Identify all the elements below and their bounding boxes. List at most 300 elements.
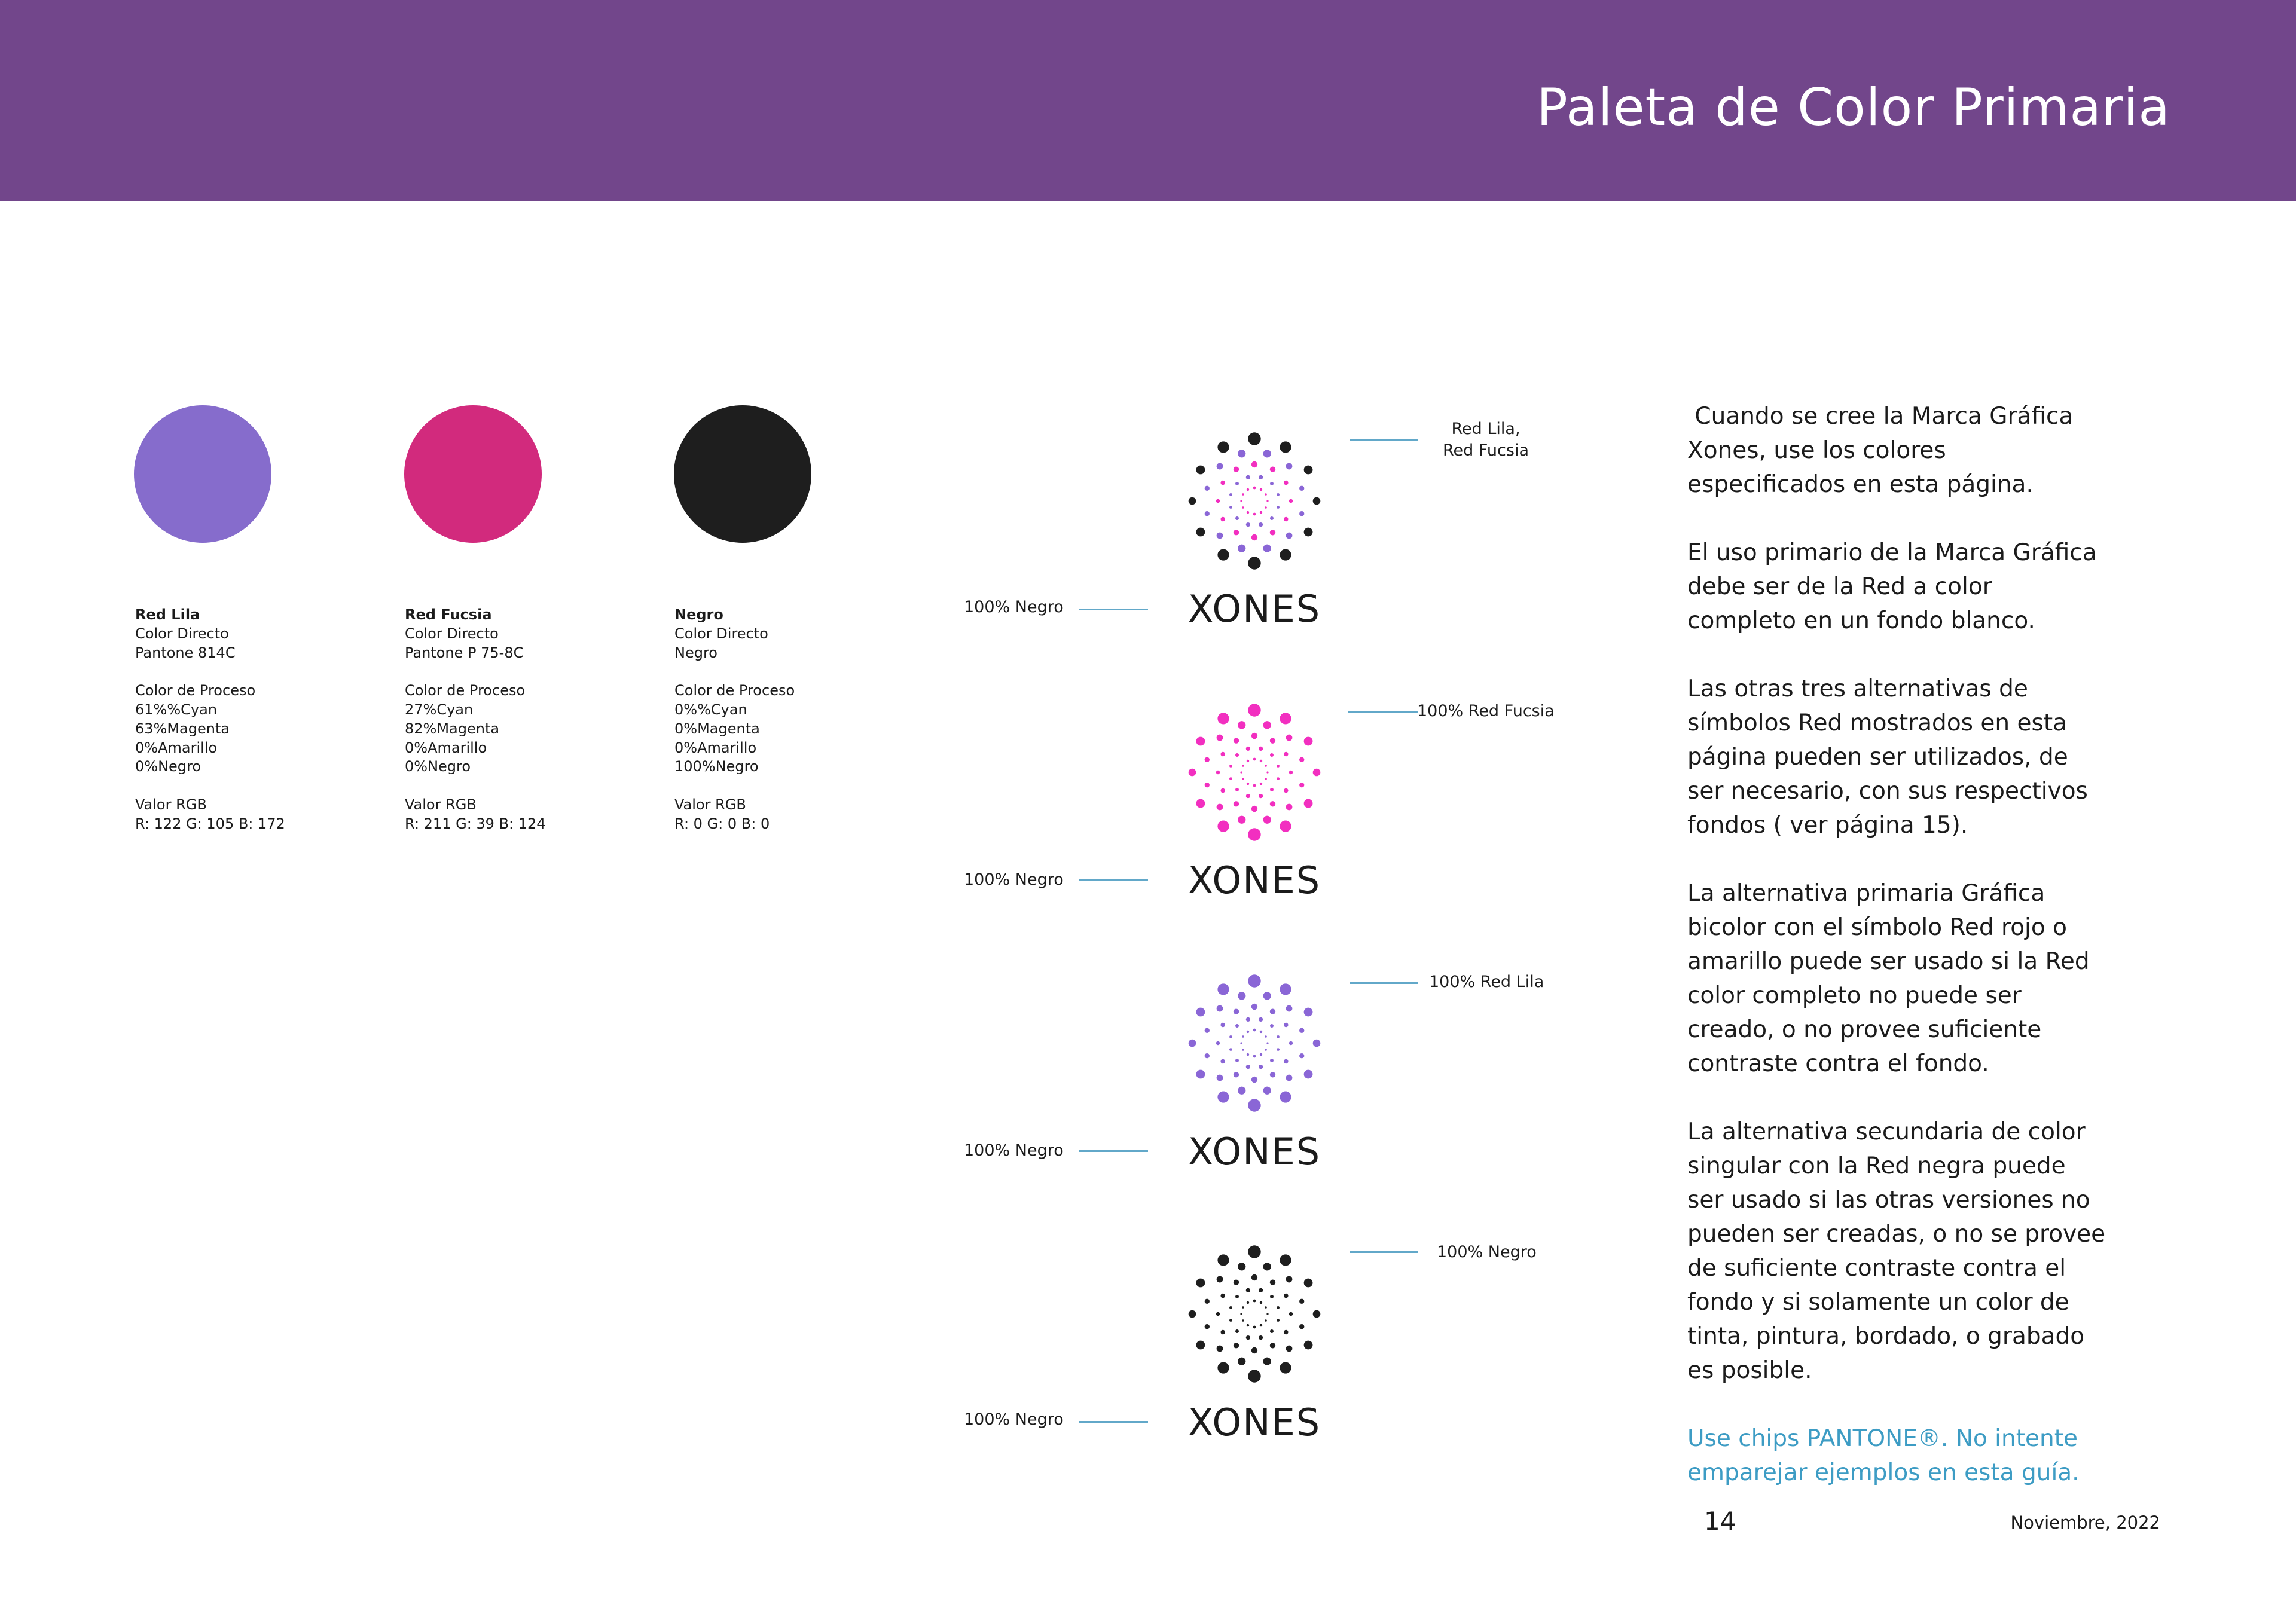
symbol-dot — [1263, 1087, 1271, 1095]
symbol-dot — [1253, 513, 1256, 516]
symbol-dot — [1304, 799, 1313, 808]
symbol-dot — [1265, 778, 1267, 780]
symbol-label-4: 100% Negro — [1437, 1243, 1537, 1261]
symbol-dot — [1286, 1346, 1293, 1352]
symbol-dot — [1259, 475, 1263, 479]
symbol-dot — [1270, 516, 1274, 520]
symbol-dot — [1246, 747, 1250, 751]
symbol-dot — [1242, 506, 1244, 509]
page-number: 14 — [1704, 1506, 1736, 1536]
symbol-dot — [1205, 486, 1210, 491]
symbol-dot — [1196, 466, 1205, 475]
pantone-note: Use chips PANTONE®. No intente emparejar ejemplos en esta guía. — [1687, 1425, 2080, 1486]
symbol-rule-3 — [1350, 982, 1418, 984]
symbol-dot — [1270, 1343, 1275, 1348]
word-rule-4 — [1079, 1421, 1148, 1423]
symbol-dot — [1277, 777, 1280, 780]
symbol-dot — [1304, 1070, 1313, 1079]
symbol-dot — [1270, 1072, 1275, 1077]
symbol-dot — [1277, 1319, 1280, 1322]
symbol-dot — [1196, 1008, 1205, 1017]
paragraph-3: Las otras tres alternativas de símbolos Red mostrados en esta página pueden ser utilizados, de ser necesario, con sus respectivos fondos ( ver página 15). — [1687, 676, 2088, 839]
spec-line: 0%Amarillo — [674, 739, 757, 756]
symbol-dot — [1313, 1040, 1321, 1047]
symbol-dot — [1253, 784, 1256, 787]
symbol-dot — [1270, 1279, 1275, 1285]
symbol-dot — [1266, 771, 1268, 773]
symbol-dot — [1251, 534, 1257, 540]
symbol-dot — [1253, 1300, 1256, 1303]
symbol-dot — [1259, 1288, 1263, 1292]
spec-line: Pantone P 75-8C — [405, 644, 524, 661]
symbol-dot — [1247, 760, 1249, 762]
symbol-dot — [1299, 757, 1304, 762]
symbol-dot — [1270, 1024, 1274, 1028]
swatch-name: Red Fucsia — [405, 606, 492, 623]
symbol-dot — [1238, 816, 1245, 824]
spec-gap — [674, 662, 890, 681]
symbol-dot — [1284, 788, 1288, 793]
spec-line: 0%Magenta — [674, 720, 760, 737]
symbol-dot — [1260, 1031, 1262, 1033]
spec-line: 61%%Cyan — [135, 701, 218, 718]
symbol-dot — [1270, 466, 1275, 472]
symbol-dot — [1289, 1041, 1293, 1045]
symbol-dot — [1313, 769, 1321, 777]
symbol-dot — [1280, 441, 1291, 453]
symbol-dot — [1286, 533, 1293, 539]
symbol-dot — [1238, 721, 1245, 729]
swatch-red-fucsia — [404, 405, 542, 543]
symbol-dot — [1260, 760, 1262, 762]
symbol-dot — [1253, 1029, 1256, 1032]
symbol-dot — [1235, 1024, 1239, 1028]
symbol-dot — [1196, 799, 1205, 808]
symbol-dot — [1280, 1091, 1291, 1102]
symbol-dot — [1270, 482, 1274, 485]
paragraph-1: Cuando se cree la Marca Gráfica Xones, use los colores especificados en esta página. — [1687, 403, 2081, 498]
xones-wordmark-2: XONES — [1187, 858, 1321, 902]
spec-line: Negro — [674, 644, 718, 661]
symbol-dot — [1189, 769, 1196, 777]
symbol-dot — [1247, 1324, 1249, 1326]
symbol-dot — [1248, 432, 1260, 445]
spec-line: R: 0 G: 0 B: 0 — [674, 815, 770, 832]
symbol-dot — [1247, 488, 1249, 491]
symbol-dot — [1235, 1329, 1239, 1333]
symbol-dot — [1240, 1313, 1242, 1315]
symbol-dot — [1248, 1099, 1260, 1111]
symbol-dot — [1196, 737, 1205, 746]
symbol-dot — [1229, 1048, 1232, 1051]
symbol-dot — [1220, 788, 1225, 793]
symbol-dot — [1246, 1288, 1250, 1292]
symbol-rule-4 — [1350, 1251, 1418, 1253]
symbol-dot — [1270, 530, 1275, 535]
symbol-dot — [1217, 1091, 1229, 1102]
symbol-dot — [1304, 1279, 1313, 1288]
symbol-dot — [1304, 737, 1313, 746]
spec-line: Color Directo — [405, 625, 499, 642]
symbol-dot — [1217, 1346, 1223, 1352]
symbol-dot — [1270, 801, 1275, 806]
symbol-dot — [1238, 992, 1245, 1000]
symbol-dot — [1248, 557, 1260, 569]
symbol-dot — [1216, 1312, 1220, 1316]
symbol-dot — [1284, 481, 1288, 485]
symbol-dot — [1251, 1077, 1257, 1083]
symbol-dot — [1251, 1004, 1257, 1010]
symbol-dot — [1242, 493, 1244, 496]
symbol-dot — [1299, 1299, 1304, 1304]
symbol-dot — [1220, 1059, 1225, 1063]
symbol-dot — [1217, 441, 1229, 453]
symbol-dot — [1216, 771, 1220, 774]
symbol-dot — [1251, 733, 1257, 739]
symbol-dot — [1235, 753, 1239, 757]
swatch-spec-red-lila — [135, 606, 350, 834]
symbol-dot — [1277, 493, 1280, 496]
paragraph-2: El uso primario de la Marca Gráfica debe ser de la Red a color completo en un fondo blanco. — [1687, 539, 2097, 634]
page-title: Paleta de Color Primaria — [1537, 78, 2170, 137]
symbol-dot — [1280, 983, 1291, 995]
symbol-label-1-line-1: Red Lila, — [1451, 420, 1521, 438]
symbol-dot — [1263, 992, 1271, 1000]
symbol-dot — [1270, 1295, 1274, 1298]
symbol-dot — [1238, 545, 1245, 552]
symbol-dot — [1248, 828, 1260, 840]
spec-line: Valor RGB — [674, 796, 746, 813]
spec-line: Valor RGB — [405, 796, 477, 813]
symbol-dot — [1304, 1008, 1313, 1017]
symbol-dot — [1247, 1301, 1249, 1304]
swatch-negro — [674, 405, 811, 543]
symbol-dot — [1251, 1347, 1257, 1353]
symbol-dot — [1217, 1254, 1229, 1266]
symbol-dot — [1240, 771, 1242, 773]
symbol-label-2: 100% Red Fucsia — [1417, 702, 1555, 720]
symbol-dot — [1313, 497, 1321, 505]
symbol-dot — [1265, 1319, 1267, 1322]
symbol-dot — [1289, 499, 1293, 503]
symbol-dot — [1260, 1301, 1262, 1304]
spec-line: R: 122 G: 105 B: 172 — [135, 815, 285, 832]
symbol-dot — [1196, 1279, 1205, 1288]
symbol-dot — [1280, 820, 1291, 832]
symbol-rule-2 — [1348, 711, 1418, 713]
symbol-dot — [1304, 528, 1313, 537]
symbol-dot — [1234, 466, 1239, 472]
symbol-dot — [1251, 806, 1257, 812]
symbol-dot — [1284, 1059, 1288, 1063]
symbol-dot — [1242, 765, 1244, 767]
symbol-dot — [1259, 1335, 1263, 1340]
word-rule-1 — [1079, 609, 1148, 610]
symbol-dot — [1205, 1299, 1210, 1304]
symbol-dot — [1229, 506, 1232, 509]
symbol-dot — [1235, 482, 1239, 485]
symbol-dot — [1217, 983, 1229, 995]
spec-line: 27%Cyan — [405, 701, 474, 718]
symbol-dot — [1234, 1008, 1239, 1014]
symbol-dot — [1277, 1306, 1280, 1309]
symbol-dot — [1299, 1028, 1304, 1033]
symbol-dot — [1229, 765, 1232, 768]
symbol-dot — [1280, 1254, 1291, 1266]
symbol-dot — [1270, 753, 1274, 757]
symbol-dot — [1265, 493, 1267, 496]
symbol-dot — [1196, 1070, 1205, 1079]
symbol-dot — [1205, 1028, 1210, 1033]
symbol-dot — [1238, 1087, 1245, 1095]
symbol-dot — [1299, 486, 1304, 491]
red-symbol-negro — [1183, 1242, 1326, 1386]
spec-line: 82%Magenta — [405, 720, 500, 737]
symbol-dot — [1263, 816, 1271, 824]
swatch-red-lila — [134, 405, 271, 543]
spec-line: 0%Negro — [135, 758, 201, 775]
spec-gap — [674, 777, 890, 796]
symbol-dot — [1299, 511, 1304, 516]
symbol-dot — [1289, 1312, 1293, 1316]
spec-line: 63%Magenta — [135, 720, 230, 737]
symbol-dot — [1217, 1005, 1223, 1012]
symbol-dot — [1260, 783, 1262, 785]
symbol-dot — [1260, 1053, 1262, 1056]
symbol-dot — [1259, 747, 1263, 751]
publication-date: Noviembre, 2022 — [2010, 1512, 2160, 1533]
word-label-1: 100% Negro — [964, 598, 1064, 616]
spec-line: 100%Negro — [674, 758, 759, 775]
symbol-dot — [1217, 804, 1223, 811]
word-label-4: 100% Negro — [964, 1410, 1064, 1429]
symbol-dot — [1220, 752, 1225, 756]
symbol-rule-1 — [1350, 439, 1418, 441]
spec-line: R: 211 G: 39 B: 124 — [405, 815, 546, 832]
symbol-dot — [1286, 804, 1293, 811]
symbol-dot — [1251, 1274, 1257, 1280]
symbol-dot — [1229, 1306, 1232, 1309]
symbol-dot — [1247, 511, 1249, 514]
symbol-dot — [1259, 794, 1263, 798]
symbol-dot — [1246, 522, 1250, 527]
symbol-dot — [1284, 752, 1288, 756]
spec-line: Valor RGB — [135, 796, 207, 813]
red-symbol-fucsia — [1183, 701, 1326, 844]
symbol-dot — [1235, 788, 1239, 791]
symbol-dot — [1251, 461, 1257, 467]
symbol-dot — [1220, 1023, 1225, 1027]
symbol-dot — [1263, 1358, 1271, 1365]
spec-line: 0%%Cyan — [674, 701, 747, 718]
symbol-dot — [1284, 1294, 1288, 1298]
symbol-dot — [1299, 783, 1304, 787]
symbol-dot — [1238, 1358, 1245, 1365]
symbol-dot — [1248, 704, 1260, 716]
spec-line: 0%Amarillo — [405, 739, 487, 756]
symbol-dot — [1229, 1035, 1232, 1038]
symbol-dot — [1259, 1017, 1263, 1022]
symbol-dot — [1217, 533, 1223, 539]
page-header — [0, 0, 2296, 201]
symbol-dot — [1189, 1040, 1196, 1047]
symbol-dot — [1217, 549, 1229, 560]
symbol-dot — [1246, 475, 1250, 479]
spec-line: Color Directo — [135, 625, 229, 642]
symbol-dot — [1284, 1330, 1288, 1334]
swatch-spec-negro — [674, 606, 890, 834]
symbol-dot — [1263, 1263, 1271, 1270]
symbol-dot — [1286, 735, 1293, 741]
symbol-dot — [1266, 500, 1268, 502]
symbol-dot — [1263, 545, 1271, 552]
word-rule-2 — [1079, 879, 1148, 881]
symbol-dot — [1242, 1035, 1244, 1038]
spec-gap — [135, 777, 350, 796]
red-symbol-mixed — [1183, 429, 1326, 573]
symbol-dot — [1304, 466, 1313, 475]
spec-gap — [405, 777, 620, 796]
symbol-dot — [1266, 1042, 1268, 1044]
symbol-dot — [1217, 1075, 1223, 1081]
symbol-label-1-line-2: Red Fucsia — [1442, 441, 1529, 460]
symbol-dot — [1217, 713, 1229, 724]
symbol-dot — [1277, 1035, 1280, 1038]
symbol-dot — [1217, 735, 1223, 741]
symbol-dot — [1238, 450, 1245, 457]
symbol-dot — [1265, 1306, 1267, 1309]
swatch-name: Negro — [674, 606, 723, 623]
symbol-dot — [1259, 522, 1263, 527]
symbol-dot — [1220, 481, 1225, 485]
symbol-dot — [1234, 801, 1239, 806]
symbol-dot — [1240, 500, 1242, 502]
symbol-dot — [1284, 517, 1288, 521]
paragraph-5: La alternativa secundaria de color singular con la Red negra puede ser usado si las otras versiones no pueden ser creadas, o no se provee de suficiente contraste contra el fondo y si solamente un color de tinta, pintura, bordado, o grabado es posible. — [1687, 1118, 2106, 1384]
paragraph-4: La alternativa primaria Gráfica bicolor con el símbolo Red rojo o amarillo puede ser usado si la Red color completo no puede ser creado, o no provee suficiente contraste contra el fondo. — [1687, 880, 2090, 1077]
symbol-dot — [1216, 499, 1220, 503]
spec-line: 0%Negro — [405, 758, 471, 775]
spec-line: Pantone 814C — [135, 644, 236, 661]
usage-guidelines — [1687, 399, 2106, 1490]
spec-line: Color Directo — [674, 625, 768, 642]
symbol-dot — [1270, 1329, 1274, 1333]
symbol-dot — [1313, 1310, 1321, 1318]
symbol-dot — [1189, 497, 1196, 505]
symbol-dot — [1286, 463, 1293, 470]
symbol-dot — [1253, 1055, 1256, 1058]
symbol-dot — [1270, 1059, 1274, 1062]
spec-line: Color de Proceso — [674, 682, 795, 699]
spec-line: 0%Amarillo — [135, 739, 218, 756]
symbol-dot — [1220, 517, 1225, 521]
symbol-dot — [1277, 506, 1280, 509]
symbol-dot — [1260, 488, 1262, 491]
symbol-dot — [1242, 1319, 1244, 1322]
symbol-label-1 — [1417, 418, 1555, 461]
symbol-dot — [1205, 1324, 1210, 1329]
symbol-dot — [1270, 1008, 1275, 1014]
spec-gap — [405, 662, 620, 681]
symbol-label-3: 100% Red Lila — [1429, 973, 1544, 991]
symbol-dot — [1205, 1053, 1210, 1058]
symbol-dot — [1289, 771, 1293, 774]
symbol-dot — [1304, 1341, 1313, 1350]
spec-line: Color de Proceso — [135, 682, 256, 699]
symbol-dot — [1253, 758, 1256, 761]
symbol-dot — [1253, 1326, 1256, 1329]
symbol-dot — [1284, 1023, 1288, 1027]
symbol-dot — [1265, 765, 1267, 767]
swatch-spec-red-fucsia — [405, 606, 620, 834]
symbol-dot — [1270, 788, 1274, 791]
symbol-dot — [1242, 1306, 1244, 1309]
symbol-dot — [1234, 738, 1239, 743]
symbol-dot — [1247, 1031, 1249, 1033]
symbol-dot — [1217, 463, 1223, 470]
symbol-dot — [1229, 493, 1232, 496]
symbol-dot — [1266, 1313, 1268, 1315]
symbol-dot — [1253, 487, 1256, 490]
symbol-dot — [1242, 778, 1244, 780]
symbol-dot — [1263, 721, 1271, 729]
symbol-dot — [1280, 549, 1291, 560]
symbol-dot — [1189, 1310, 1196, 1318]
symbol-dot — [1234, 1343, 1239, 1348]
symbol-dot — [1248, 1370, 1260, 1382]
red-symbol-lila — [1183, 971, 1326, 1115]
symbol-dot — [1235, 1295, 1239, 1298]
symbol-dot — [1234, 530, 1239, 535]
symbol-dot — [1286, 1075, 1293, 1081]
symbol-dot — [1259, 1065, 1263, 1069]
symbol-dot — [1235, 1059, 1239, 1062]
symbol-dot — [1265, 1035, 1267, 1038]
symbol-dot — [1246, 1335, 1250, 1340]
symbol-dot — [1247, 1053, 1249, 1056]
symbol-dot — [1217, 1276, 1223, 1283]
symbol-dot — [1286, 1276, 1293, 1283]
symbol-dot — [1248, 1245, 1260, 1258]
symbol-dot — [1280, 1362, 1291, 1373]
symbol-dot — [1246, 794, 1250, 798]
symbol-dot — [1220, 1330, 1225, 1334]
symbol-dot — [1196, 1341, 1205, 1350]
symbol-dot — [1205, 783, 1210, 787]
symbol-dot — [1240, 1042, 1242, 1044]
symbol-dot — [1217, 1362, 1229, 1373]
symbol-dot — [1270, 738, 1275, 743]
symbol-dot — [1234, 1072, 1239, 1077]
word-label-3: 100% Negro — [964, 1141, 1064, 1160]
word-label-2: 100% Negro — [964, 870, 1064, 889]
symbol-dot — [1238, 1263, 1245, 1270]
symbol-dot — [1205, 511, 1210, 516]
symbol-dot — [1229, 777, 1232, 780]
symbol-dot — [1280, 713, 1291, 724]
symbol-dot — [1246, 1017, 1250, 1022]
symbol-dot — [1260, 1324, 1262, 1326]
symbol-dot — [1277, 765, 1280, 768]
symbol-dot — [1299, 1053, 1304, 1058]
spec-line: Color de Proceso — [405, 682, 526, 699]
symbol-dot — [1247, 783, 1249, 785]
word-rule-3 — [1079, 1150, 1148, 1152]
xones-wordmark-1: XONES — [1187, 587, 1321, 631]
symbol-dot — [1217, 820, 1229, 832]
symbol-dot — [1246, 1065, 1250, 1069]
symbol-dot — [1265, 1049, 1267, 1051]
